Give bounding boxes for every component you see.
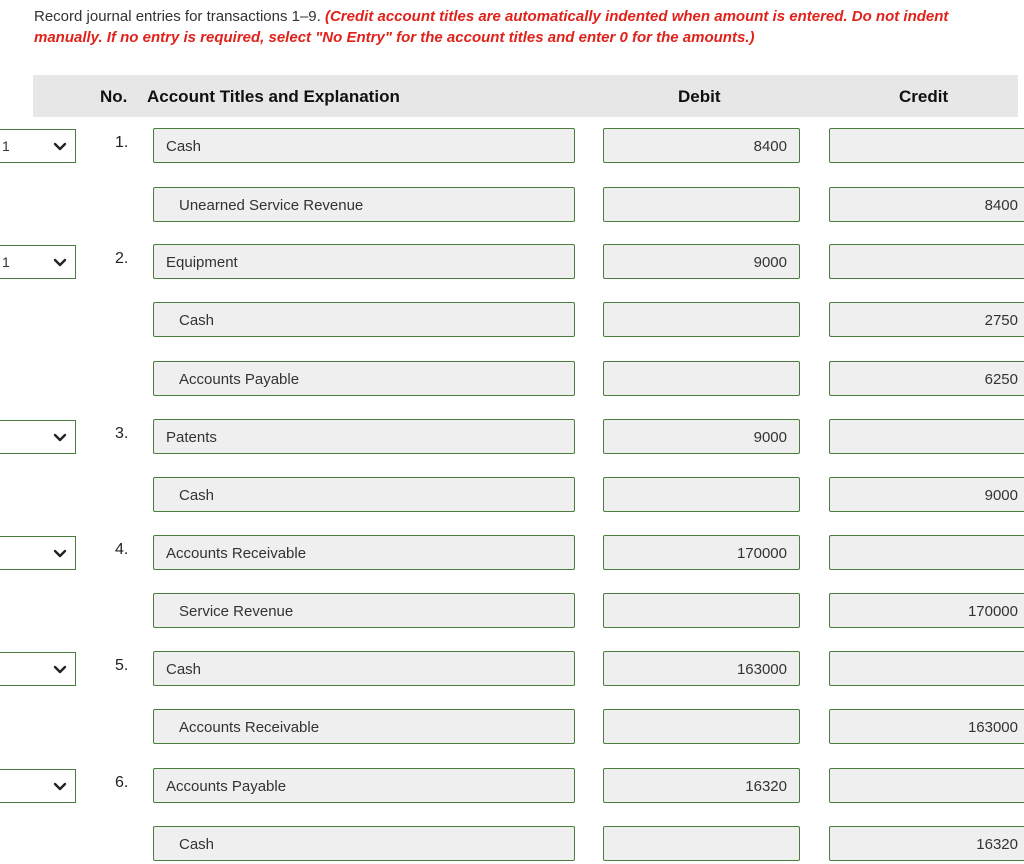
entry-number: 2.: [115, 250, 129, 267]
entry-number: 4.: [115, 541, 129, 558]
journal-row: [0, 361, 1024, 397]
transaction-select[interactable]: [0, 769, 76, 803]
chevron-down-icon: [52, 662, 68, 678]
credit-value: 6250: [984, 371, 1018, 388]
header-credit: Credit: [899, 87, 949, 106]
credit-field[interactable]: [829, 419, 1024, 454]
debit-field[interactable]: [603, 302, 800, 337]
debit-field[interactable]: [603, 244, 800, 279]
journal-row: [0, 709, 1024, 745]
debit-field[interactable]: [603, 128, 800, 163]
journal-row: [0, 826, 1024, 862]
instructions-text: Record journal entries for transactions 1–9.: [34, 8, 325, 25]
debit-field[interactable]: [603, 826, 800, 861]
account-title-text: Cash: [179, 487, 215, 504]
account-title-text: Cash: [166, 661, 202, 678]
transaction-select[interactable]: [0, 420, 76, 454]
table-header: [33, 75, 1018, 117]
header-debit: Debit: [678, 87, 721, 106]
transaction-select-value: 1: [2, 254, 10, 270]
instructions: [34, 6, 1019, 48]
credit-value: 170000: [967, 603, 1018, 620]
account-title-field[interactable]: [153, 302, 575, 337]
credit-value: 8400: [984, 197, 1018, 214]
account-title-field[interactable]: [153, 477, 575, 512]
account-title-text: Cash: [179, 312, 215, 329]
debit-field[interactable]: [603, 593, 800, 628]
account-title-text: Service Revenue: [179, 603, 294, 620]
debit-value: 8400: [753, 138, 787, 155]
credit-value: 2750: [984, 312, 1018, 329]
debit-field[interactable]: [603, 187, 800, 222]
transaction-select-value: 1: [2, 138, 10, 154]
debit-field[interactable]: [603, 709, 800, 744]
credit-value: 163000: [967, 719, 1018, 736]
chevron-down-icon: [52, 139, 68, 155]
debit-field[interactable]: [603, 535, 800, 570]
credit-field[interactable]: [829, 709, 1024, 744]
journal-row: [0, 128, 1024, 164]
credit-field[interactable]: [829, 302, 1024, 337]
entry-number: 1.: [115, 134, 129, 151]
journal-row: [0, 419, 1024, 455]
debit-field[interactable]: [603, 419, 800, 454]
account-title-text: Patents: [166, 429, 217, 446]
account-title-field[interactable]: [153, 826, 575, 861]
credit-field[interactable]: [829, 593, 1024, 628]
account-title-field[interactable]: [153, 651, 575, 686]
entry-number: 3.: [115, 425, 129, 442]
account-title-text: Accounts Receivable: [179, 719, 320, 736]
account-title-field[interactable]: [153, 535, 575, 570]
entry-number: 6.: [115, 774, 129, 791]
instructions-note: (Credit account titles are automatically indented when amount is entered. Do not indent manually. If no entry is required, select "No Entry" for the account titles and enter 0 for the amounts.): [34, 8, 949, 46]
credit-value: 16320: [976, 836, 1018, 853]
credit-field[interactable]: [829, 535, 1024, 570]
account-title-text: Unearned Service Revenue: [179, 197, 364, 214]
credit-field[interactable]: [829, 361, 1024, 396]
credit-field[interactable]: [829, 651, 1024, 686]
journal-row: [0, 768, 1024, 804]
chevron-down-icon: [52, 779, 68, 795]
journal-row: [0, 593, 1024, 629]
credit-field[interactable]: [829, 128, 1024, 163]
header-account: Account Titles and Explanation: [147, 87, 400, 106]
debit-field[interactable]: [603, 651, 800, 686]
entry-number: 5.: [115, 657, 129, 674]
account-title-field[interactable]: [153, 187, 575, 222]
journal-row: [0, 535, 1024, 571]
transaction-select[interactable]: [0, 536, 76, 570]
account-title-field[interactable]: [153, 593, 575, 628]
account-title-text: Accounts Receivable: [166, 545, 307, 562]
chevron-down-icon: [52, 255, 68, 271]
transaction-select[interactable]: [0, 245, 76, 279]
debit-value: 9000: [753, 429, 787, 446]
journal-row: [0, 651, 1024, 687]
transaction-select[interactable]: [0, 129, 76, 163]
account-title-text: Cash: [179, 836, 215, 853]
credit-value: 9000: [984, 487, 1018, 504]
account-title-text: Equipment: [166, 254, 238, 271]
account-title-field[interactable]: [153, 419, 575, 454]
account-title-field[interactable]: [153, 709, 575, 744]
header-no: No.: [100, 87, 128, 106]
journal-row: [0, 302, 1024, 338]
credit-field[interactable]: [829, 768, 1024, 803]
chevron-down-icon: [52, 430, 68, 446]
journal-row: [0, 244, 1024, 280]
account-title-field[interactable]: [153, 128, 575, 163]
transaction-select[interactable]: [0, 652, 76, 686]
debit-value: 163000: [736, 661, 787, 678]
credit-field[interactable]: [829, 187, 1024, 222]
account-title-field[interactable]: [153, 244, 575, 279]
journal-row: [0, 477, 1024, 513]
debit-value: 9000: [753, 254, 787, 271]
account-title-field[interactable]: [153, 361, 575, 396]
credit-field[interactable]: [829, 244, 1024, 279]
account-title-text: Accounts Payable: [179, 371, 300, 388]
credit-field[interactable]: [829, 826, 1024, 861]
credit-field[interactable]: [829, 477, 1024, 512]
debit-value: 16320: [745, 778, 787, 795]
chevron-down-icon: [52, 546, 68, 562]
account-title-field[interactable]: [153, 768, 575, 803]
account-title-text: Cash: [166, 138, 202, 155]
journal-row: [0, 187, 1024, 223]
debit-field[interactable]: [603, 768, 800, 803]
account-title-text: Accounts Payable: [166, 778, 287, 795]
debit-field[interactable]: [603, 361, 800, 396]
debit-field[interactable]: [603, 477, 800, 512]
debit-value: 170000: [736, 545, 787, 562]
